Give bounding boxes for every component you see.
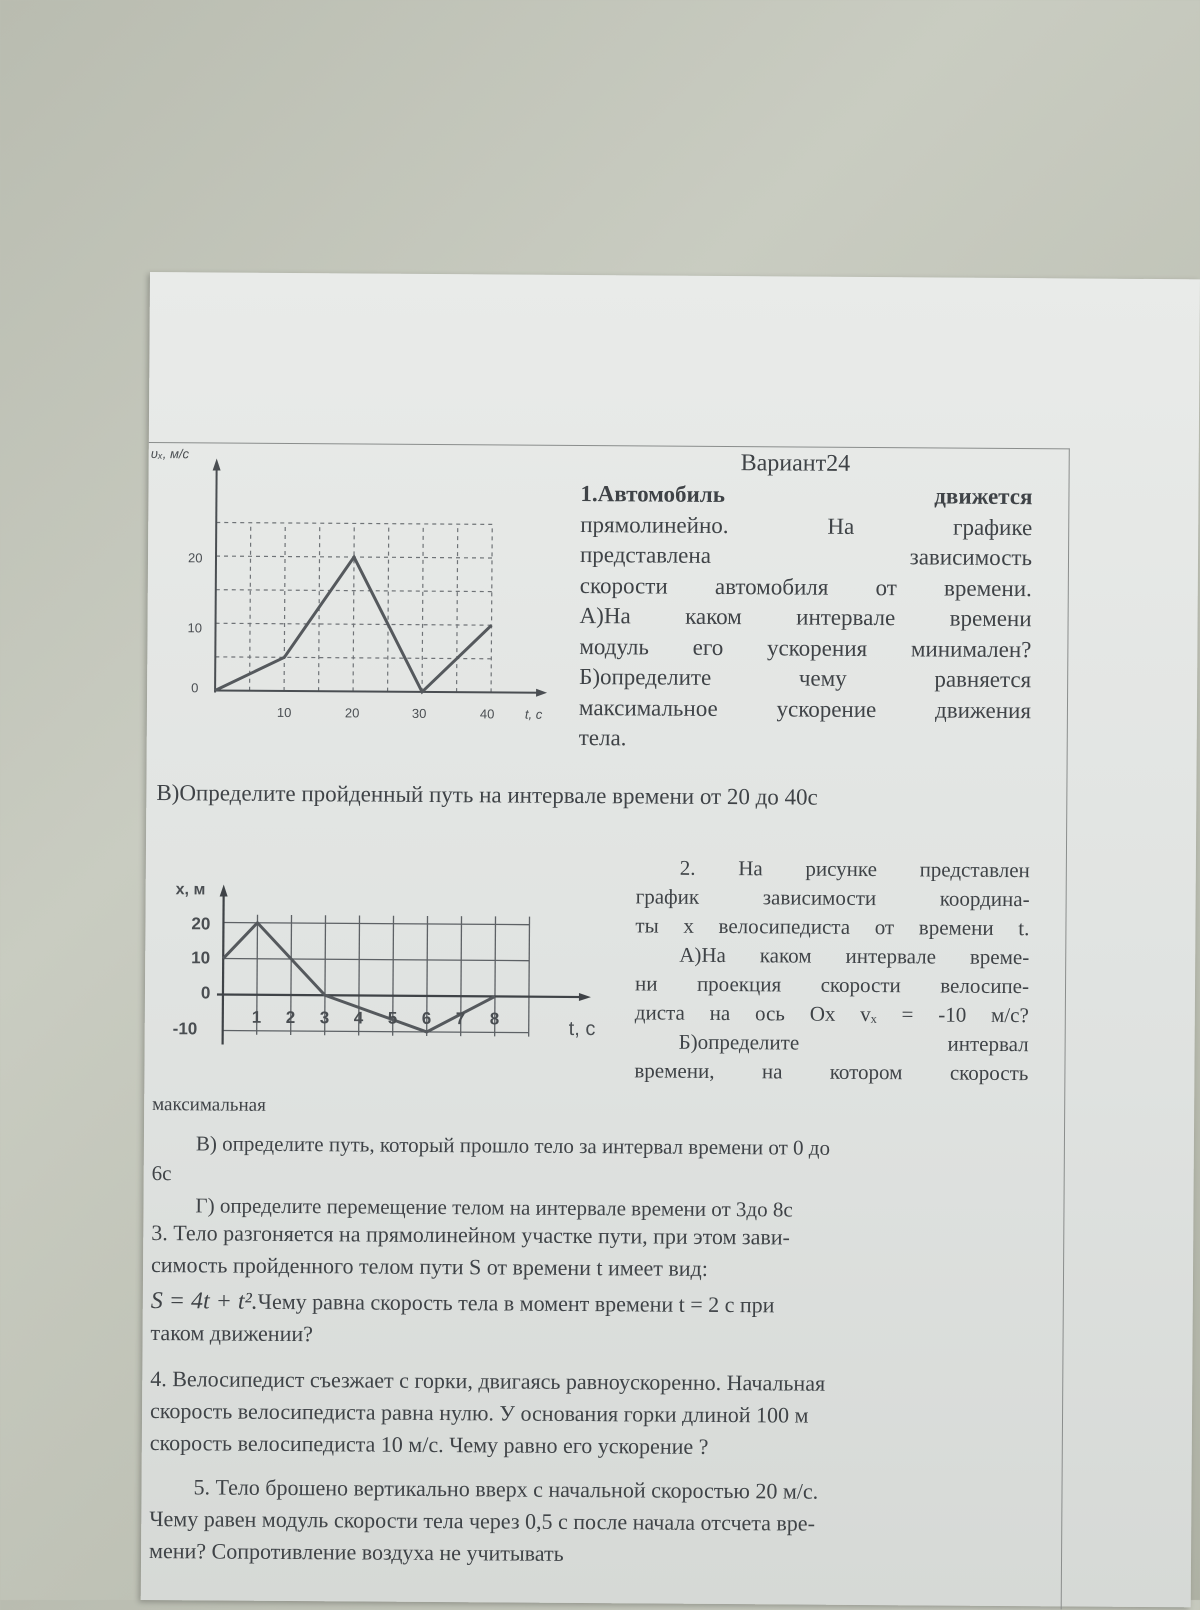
grid-line-vertical <box>250 523 251 691</box>
chart2-xtick-label: 2 <box>285 1007 296 1028</box>
grid-line-vertical <box>284 523 285 691</box>
task2-line: Б)определите интервал <box>678 1029 1029 1057</box>
x-axis-arrow <box>579 993 591 1001</box>
grid-line-horizontal <box>223 1031 529 1033</box>
x-axis-arrow <box>536 689 547 697</box>
task1-part-v: В)Определите пройденный путь на интервале времени от 20 до 40с <box>156 780 818 810</box>
task3-line1: 3. Тело разгоняется на прямолинейном участке пути, при этом зави- <box>151 1220 791 1250</box>
chart1-ylabel: υₓ, м/с <box>150 446 190 462</box>
y-axis-arrow <box>213 458 221 470</box>
chart2-xtick-label: 8 <box>489 1009 500 1029</box>
task3-formula: S = 4t + t². <box>150 1288 258 1315</box>
y-axis-arrow <box>220 885 228 897</box>
task2-line: 2. На рисунке представлен <box>679 855 1030 883</box>
grid-line-vertical <box>491 524 492 692</box>
task3-line4: таком движении? <box>150 1320 314 1347</box>
chart1-ytick-20: 20 <box>187 550 203 566</box>
task2-part-v-cont: 6с <box>151 1161 172 1186</box>
chart1-xtick-30: 30 <box>411 705 427 721</box>
grid-line-horizontal <box>216 590 492 592</box>
chart2-xlabel: t, c <box>568 1017 596 1041</box>
chart1-xtick-20: 20 <box>344 705 360 721</box>
chart2-ytick-10: 10 <box>191 948 211 968</box>
task1-line: А)На каком интервале времени <box>579 603 1032 632</box>
chart1-ytick-0: 0 <box>191 680 199 696</box>
task1-line: прямолинейно. На графике <box>580 511 1033 540</box>
chart2-xtick-label: 4 <box>353 1008 364 1028</box>
task2-cont: максимальная <box>152 1094 266 1116</box>
y-axis <box>215 464 217 692</box>
task3-line2: симость пройденного телом пути S от времени t имеет вид: <box>150 1252 708 1281</box>
task2-line: ты x велосипедиста от времени t. <box>635 913 1030 941</box>
chart1-xtick-40: 40 <box>479 706 495 722</box>
task2-part-v: В) определите путь, который прошло тело за интервал времени от 0 до <box>195 1131 831 1160</box>
variant-title: Вариант24 <box>740 450 851 477</box>
task4-line2: скорость велосипедиста равна нулю. У основания горки длиной 100 м <box>149 1398 809 1428</box>
grid-line-horizontal <box>223 923 529 925</box>
grid-line-vertical <box>388 524 389 692</box>
task1-line: максимальное ускорение движения <box>578 694 1032 723</box>
task2-line: А)На каком интервале време- <box>679 942 1030 970</box>
grid-line-vertical <box>457 524 458 692</box>
task2-line: диста на ось Ox vₓ = -10 м/с? <box>634 1000 1029 1028</box>
grid-line-vertical <box>529 917 530 1037</box>
chart2-xtick-label: 3 <box>319 1008 330 1028</box>
chart2-ytick-20: 20 <box>191 914 211 934</box>
chart1-ytick-10: 10 <box>187 620 203 636</box>
chart2-ytick-minus10: -10 <box>172 1019 198 1039</box>
worksheet-page <box>141 272 1200 1607</box>
chart2-xtick-label: 5 <box>387 1008 398 1028</box>
task2-line: ни проекция скорости велосипе- <box>634 971 1030 999</box>
grid-line-horizontal <box>223 959 529 961</box>
task5-line3: мени? Сопротивление воздуха не учитывать <box>148 1538 564 1566</box>
velocity-time-chart <box>147 444 569 747</box>
chart2-xtick-label: 6 <box>421 1008 432 1028</box>
task5-line1: 5. Тело брошено вертикально вверх с начальной скоростью 20 м/с. <box>193 1474 819 1504</box>
grid-line-horizontal <box>216 522 492 524</box>
y-axis <box>223 891 224 1045</box>
task3-line3-row <box>151 1286 775 1321</box>
task2-text <box>634 853 1030 1088</box>
task4-line3: скорость велосипедиста 10 м/с. Чему равно его ускорение ? <box>149 1430 709 1459</box>
task2-part-g: Г) определите перемещение телом на интервале времени от 3до 8с <box>195 1193 793 1222</box>
chart2-xtick-label: 7 <box>455 1009 466 1029</box>
task1-line: 1.Автомобиль движется <box>580 481 1033 510</box>
task3-line3: Чему равна скорость тела в момент времени t = 2 с при <box>257 1288 775 1318</box>
task4-line1: 4. Велосипедист съезжает с горки, двигаясь равноускоренно. Начальная <box>150 1366 826 1396</box>
grid-line-vertical <box>422 524 423 692</box>
chart2-ytick-0: 0 <box>200 983 211 1003</box>
x-axis <box>217 994 585 997</box>
task1-line: тела. <box>578 725 627 751</box>
chart1-xtick-10: 10 <box>276 704 292 720</box>
grid-line-vertical <box>353 523 354 691</box>
task1-line: представлена зависимость <box>579 542 1033 571</box>
coordinate-time-chart <box>164 872 625 1075</box>
task1-line: скорости автомобиля от времени. <box>579 572 1032 601</box>
task1-text <box>579 479 1033 757</box>
task1-line: Б)определите чему равняется <box>579 664 1032 693</box>
x-axis <box>215 690 542 692</box>
chart1-xlabel: t, c <box>524 706 543 722</box>
chart2-ylabel: x, м <box>175 881 206 899</box>
chart2-xtick-label: 1 <box>251 1007 262 1027</box>
task2-line: график зависимости координа- <box>635 884 1030 912</box>
task5-line2: Чему равен модуль скорости тела через 0,5 с после начала отсчета вре- <box>149 1506 816 1536</box>
task2-line: времени, на котором скорость <box>634 1058 1029 1086</box>
task1-line: модуль его ускорения минимален? <box>579 633 1032 662</box>
